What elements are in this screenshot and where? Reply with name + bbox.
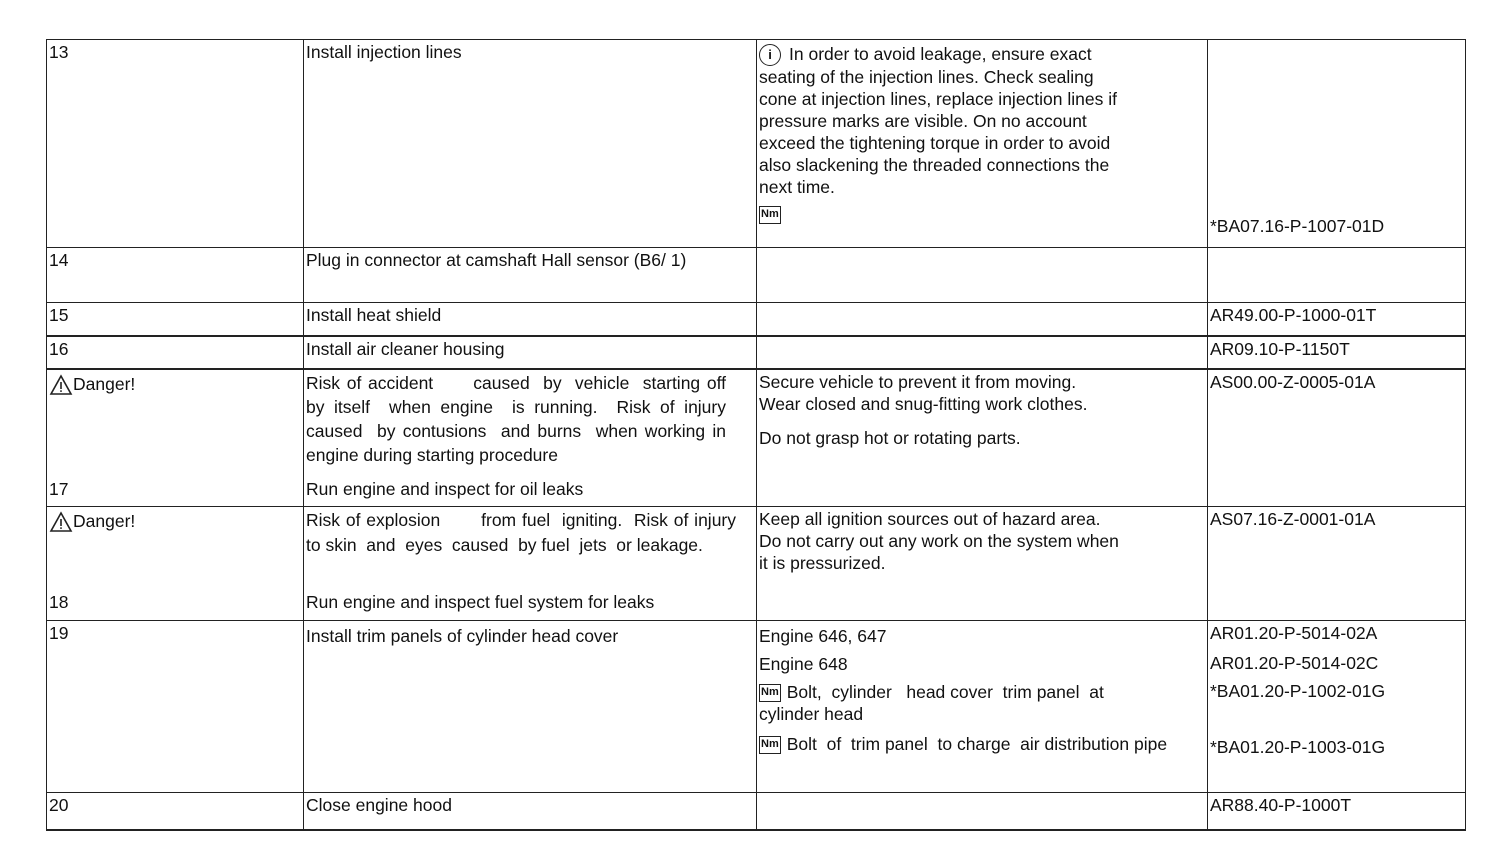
danger-label: Danger!: [73, 373, 136, 394]
step-action: Plug in connector at camshaft Hall sensor (B6/ 1): [306, 250, 687, 270]
note-line: cone at injection lines, replace injection lines if: [759, 89, 1117, 110]
note-line: exceed the tightening torque in order to avoid: [759, 133, 1111, 154]
risk-text: Risk of explosion from fuel igniting. Risk of injury to skin and eyes caused by fuel jets or leakage.: [306, 510, 751, 555]
note-line: Do not grasp hot or rotating parts.: [759, 427, 1021, 448]
reference-link[interactable]: *BA07.16-P-1007-01D: [1210, 216, 1385, 236]
reference-link[interactable]: AR01.20-P-5014-02A: [1210, 623, 1378, 643]
step-number: 15: [47, 303, 304, 336]
procedure-table: [46, 39, 1466, 831]
step-action: Run engine and inspect fuel system for leaks: [306, 592, 655, 612]
step-number: 13: [47, 40, 304, 248]
step-action: Install air cleaner housing: [304, 336, 757, 369]
reference-link[interactable]: AR09.10-P-1150T: [1208, 336, 1466, 369]
step-number: 14: [47, 248, 304, 303]
torque-icon: Nm: [759, 206, 781, 224]
reference-link[interactable]: AR88.40-P-1000T: [1208, 793, 1466, 830]
step-number: 17: [49, 478, 69, 499]
table-row: [47, 369, 1466, 507]
table-row: [47, 793, 1466, 830]
step-reference: [1208, 40, 1466, 248]
note-line: seating of the injection lines. Check sealing: [759, 67, 1094, 88]
note-line: Engine 646, 647: [759, 626, 887, 646]
step-action: Install injection lines: [304, 40, 757, 248]
note-line: Bolt, cylinder head cover trim panel at cylinder head: [759, 682, 1109, 724]
table-row: [47, 303, 1466, 336]
reference-link[interactable]: AS00.00-Z-0005-01A: [1208, 369, 1466, 507]
note-line: Do not carry out any work on the system when: [759, 531, 1119, 551]
note-line: next time.: [759, 177, 835, 198]
note-icon: i: [759, 44, 781, 66]
step-number: 20: [47, 793, 304, 830]
table-row: [47, 507, 1466, 621]
warning-icon: [49, 511, 73, 533]
table-row: [47, 40, 1466, 248]
reference-link[interactable]: AS07.16-Z-0001-01A: [1208, 507, 1466, 621]
step-action: Close engine hood: [304, 793, 757, 830]
reference-link[interactable]: AR49.00-P-1000-01T: [1208, 303, 1466, 336]
reference-link[interactable]: *BA01.20-P-1002-01G: [1210, 681, 1386, 701]
note-line: it is pressurized.: [759, 553, 886, 573]
note-line: In order to avoid leakage, ensure exact: [789, 44, 1092, 64]
torque-icon: Nm: [759, 736, 781, 754]
note-line: Wear closed and snug-fitting work clothes.: [759, 393, 1088, 414]
step-action: Install heat shield: [304, 303, 757, 336]
note-line: Engine 648: [759, 654, 848, 674]
risk-text: Risk of accident caused by vehicle starting off by itself when engine is running. Risk of injury caused by contusions and burns when working in engine during starting procedure: [306, 372, 741, 465]
table-row: [47, 336, 1466, 369]
torque-icon: Nm: [759, 684, 781, 702]
note-line: Secure vehicle to prevent it from moving.: [759, 371, 1077, 392]
reference-link[interactable]: AR01.20-P-5014-02C: [1210, 653, 1379, 673]
step-number: 16: [47, 336, 304, 369]
step-number: 19: [47, 621, 304, 793]
step-note: [757, 40, 1208, 248]
note-line: pressure marks are visible. On no account: [759, 111, 1087, 132]
reference-link[interactable]: *BA01.20-P-1003-01G: [1210, 737, 1386, 757]
note-line: Keep all ignition sources out of hazard area.: [759, 509, 1101, 529]
step-number: 18: [49, 592, 69, 612]
note-line: Bolt of trim panel to charge air distribution pipe: [786, 734, 1168, 754]
step-action: Install trim panels of cylinder head cover: [304, 621, 757, 793]
step-action: Run engine and inspect for oil leaks: [306, 478, 584, 499]
table-row: [47, 621, 1466, 793]
danger-label: Danger!: [73, 511, 136, 531]
note-line: also slackening the threaded connections the: [759, 155, 1110, 176]
table-row: [47, 248, 1466, 303]
warning-icon: [49, 374, 73, 396]
